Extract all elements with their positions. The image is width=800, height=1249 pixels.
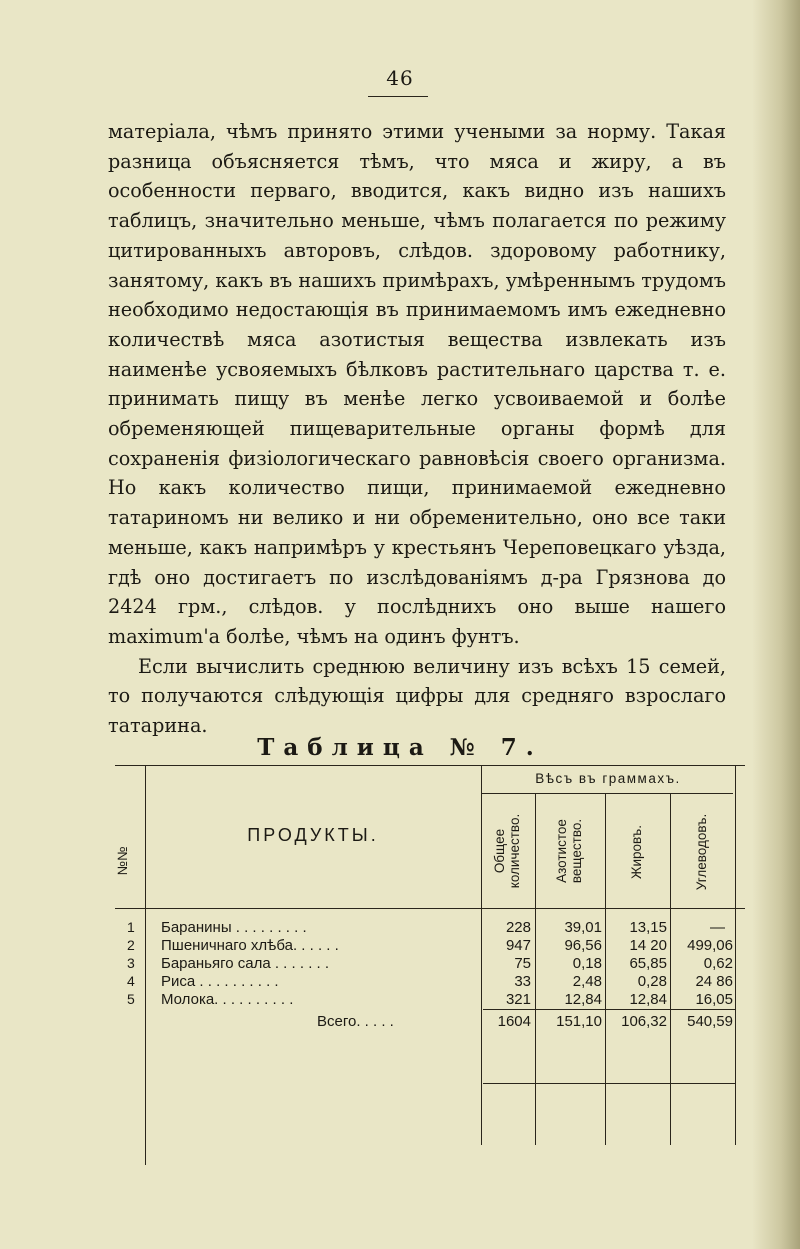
row-nitrogen: 0,18: [572, 955, 602, 972]
header-carbs: Углеводовъ.: [694, 813, 709, 891]
row-product: Баранины . . . . . . . . .: [161, 919, 307, 936]
row-fat: 0,28: [637, 973, 667, 990]
total-label: Всего. . . . .: [317, 1013, 394, 1030]
row-product: Риса . . . . . . . . . .: [161, 973, 279, 990]
table-header-bottom-rule: [115, 908, 745, 909]
table-row: [105, 937, 745, 956]
header-fat: Жировъ.: [629, 825, 644, 879]
header-weight-grams: Вѣсъ въ граммахъ.: [535, 771, 681, 786]
row-index: 4: [127, 973, 135, 989]
header-index: №№: [115, 846, 130, 876]
row-index: 2: [127, 937, 135, 953]
header-products: ПРОДУКТЫ.: [247, 825, 379, 845]
weight-header-rule: [481, 793, 733, 794]
row-total: 75: [514, 955, 531, 972]
row-product: Бараньяго сала . . . . . . .: [161, 955, 330, 972]
row-total: 228: [505, 919, 531, 936]
sum-rule: [483, 1009, 735, 1010]
table-total-row: [105, 1013, 745, 1032]
row-index: 1: [127, 919, 135, 935]
table-row: [105, 955, 745, 974]
row-index: 5: [127, 991, 135, 1007]
row-product: Молока. . . . . . . . . .: [161, 991, 294, 1008]
row-product: Пшеничнаго хлѣба. . . . . .: [161, 937, 339, 954]
table-top-rule: [115, 765, 745, 766]
row-total: 321: [505, 991, 531, 1008]
row-total: 33: [514, 973, 531, 990]
row-fat: 65,85: [629, 955, 667, 972]
row-fat: 12,84: [629, 991, 667, 1008]
table-title: Таблица № 7.: [257, 734, 543, 761]
total-nitrogen: 151,10: [556, 1013, 602, 1030]
header-nitrogen: Азотистое вещество.: [554, 818, 584, 884]
row-carbs: —: [710, 919, 725, 936]
row-carbs: 0,62: [703, 955, 733, 972]
row-total: 947: [505, 937, 531, 954]
total-quantity: 1604: [497, 1013, 531, 1030]
page-number-rule: [368, 96, 428, 97]
row-fat: 13,15: [629, 919, 667, 936]
page-edge-shadow: [752, 0, 800, 1249]
header-total-quantity: Общее количество.: [492, 813, 522, 889]
row-nitrogen: 96,56: [564, 937, 602, 954]
row-nitrogen: 2,48: [572, 973, 602, 990]
table-total-rule: [483, 1083, 735, 1084]
row-nitrogen: 12,84: [564, 991, 602, 1008]
row-carbs: 499,06: [687, 937, 733, 954]
total-fat: 106,32: [621, 1013, 667, 1030]
paragraph-1: матеріала, чѣмъ принято этими учеными за норму. Такая разница объясняется тѣмъ, что мяса и жиру, а въ особенности перваго, вводится, какъ видно изъ нашихъ таблицъ, значительно меньше, чѣмъ полагается по режиму цитированныхъ авторовъ, слѣдов. здоровому работнику, занятому, какъ въ нашихъ примѣрахъ, умѣреннымъ трудомъ необходимо недостающія въ принимаемомъ имъ ежедневно количествѣ мяса азотистыя вещества извлекать изъ наименѣе усвояемыхъ бѣлковъ растительнаго царства т. е. принимать пищу въ менѣе легко усвоиваемой и болѣе обременяющей пищеварительные органы формѣ для сохраненія физіологическаго равновѣсія своего организма. Но какъ количество пищи, принимаемой ежедневно татариномъ ни велико и ни обременительно, оно все таки меньше, какъ напримѣръ у крестьянъ Череповецкаго уѣзда, гдѣ оно достигаетъ по изслѣдованіямъ д-ра Грязнова до 2424 грм., слѣдов. у послѣднихъ оно выше нашего maximum'а болѣе, чѣмъ на одинъ фунтъ.: [108, 120, 726, 648]
row-fat: 14 20: [629, 937, 667, 954]
nutrition-table: [105, 765, 745, 1165]
row-index: 3: [127, 955, 135, 971]
table-row: [105, 973, 745, 992]
page-number: 46: [386, 66, 414, 90]
body-text: [108, 117, 726, 741]
row-carbs: 16,05: [695, 991, 733, 1008]
row-carbs: 24 86: [695, 973, 733, 990]
paragraph-2: Если вычислить среднюю величину изъ всѣхъ 15 семей, то получаются слѣдующія цифры для средняго взрослаго татарина.: [108, 654, 726, 738]
table-row: [105, 991, 745, 1010]
row-nitrogen: 39,01: [564, 919, 602, 936]
total-carbs: 540,59: [687, 1013, 733, 1030]
table-row: [105, 919, 745, 938]
